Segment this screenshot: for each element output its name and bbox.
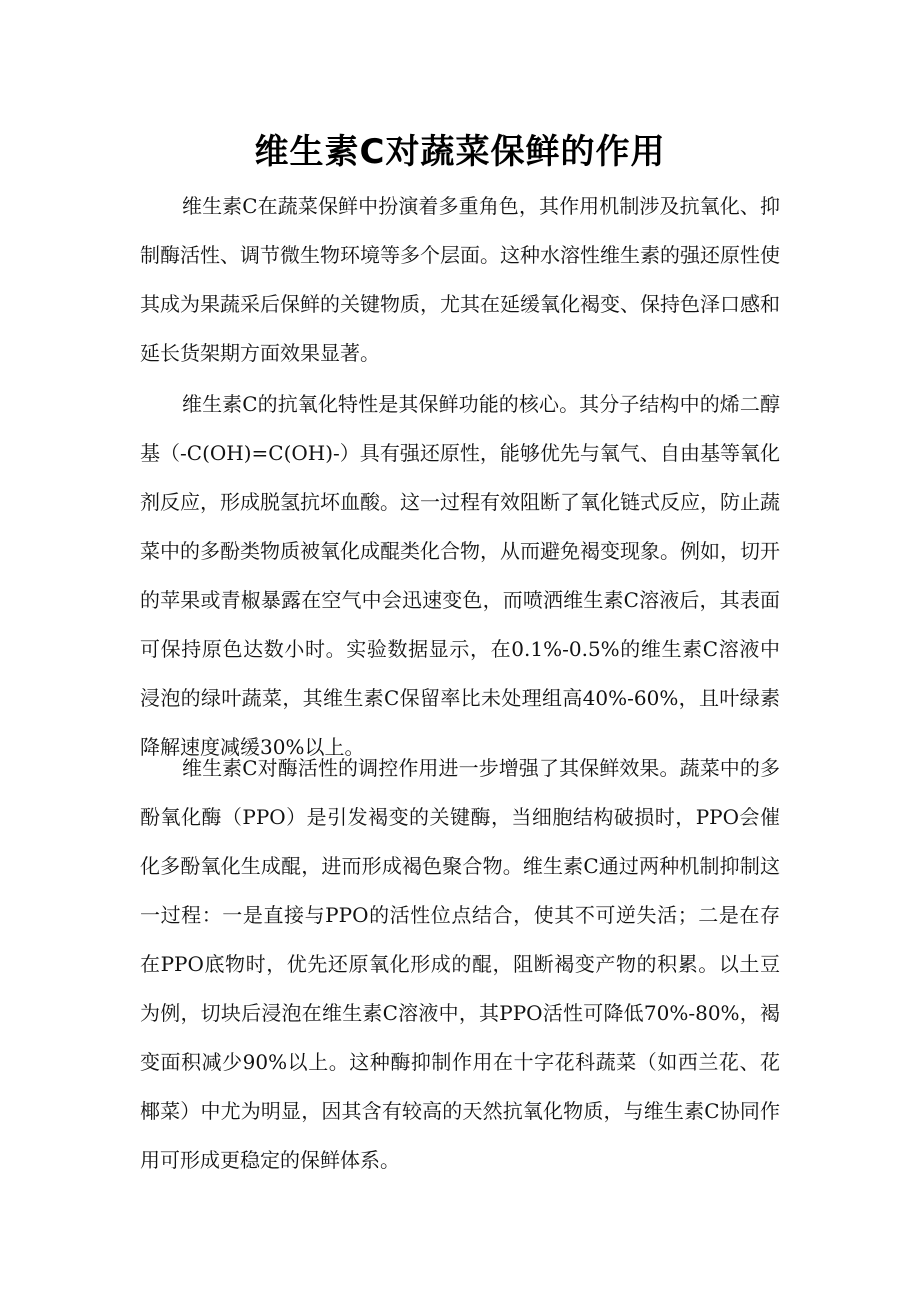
document-title: 维生素C对蔬菜保鲜的作用 (254, 132, 666, 172)
paragraph-intro: 维生素C在蔬菜保鲜中扮演着多重角色，其作用机制涉及抗氧化、抑制酶活性、调节微生物环境等多个层面。这种水溶性维生素的强还原性使其成为果蔬采后保鲜的关键物质，尤其在延缓氧化褐变、保持色泽口感和延长货架期方面效果显著。 (140, 194, 780, 365)
paragraph-enzyme: 维生素C对酶活性的调控作用进一步增强了其保鲜效果。蔬菜中的多酚氧化酶（PPO）是引发褐变的关键酶，当细胞结构破损时，PPO会催化多酚氧化生成醌，进而形成褐色聚合物。维生素C通过两种机制抑制这一过程：一是直接与PPO的活性位点结合，使其不可逆失活；二是在存在PPO底物时，优先还原氧化形成的醌，阻断褐变产物的积累。以土豆为例，切块后浸泡在维生素C溶液中，其PPO活性可降低70%-80%，褐变面积减少90%以上。这种酶抑制作用在十字花科蔬菜（如西兰花、花椰菜）中尤为明显，因其含有较高的天然抗氧化物质，与维生素C协同作用可形成更稳定的保鲜体系。 (140, 756, 780, 1172)
paragraph-antioxidant: 维生素C的抗氧化特性是其保鲜功能的核心。其分子结构中的烯二醇基（-C(OH)=C(OH)-）具有强还原性，能够优先与氧气、自由基等氧化剂反应，形成脱氢抗坏血酸。这一过程有效阻断了氧化链式反应，防止蔬菜中的多酚类物质被氧化成醌类化合物，从而避免褐变现象。例如，切开的苹果或青椒暴露在空气中会迅速变色，而喷洒维生素C溶液后，其表面可保持原色达数小时。实验数据显示，在0.1%-0.5%的维生素C溶液中浸泡的绿叶蔬菜，其维生素C保留率比未处理组高40%-60%，且叶绿素降解速度减缓30%以上。 (140, 392, 780, 759)
